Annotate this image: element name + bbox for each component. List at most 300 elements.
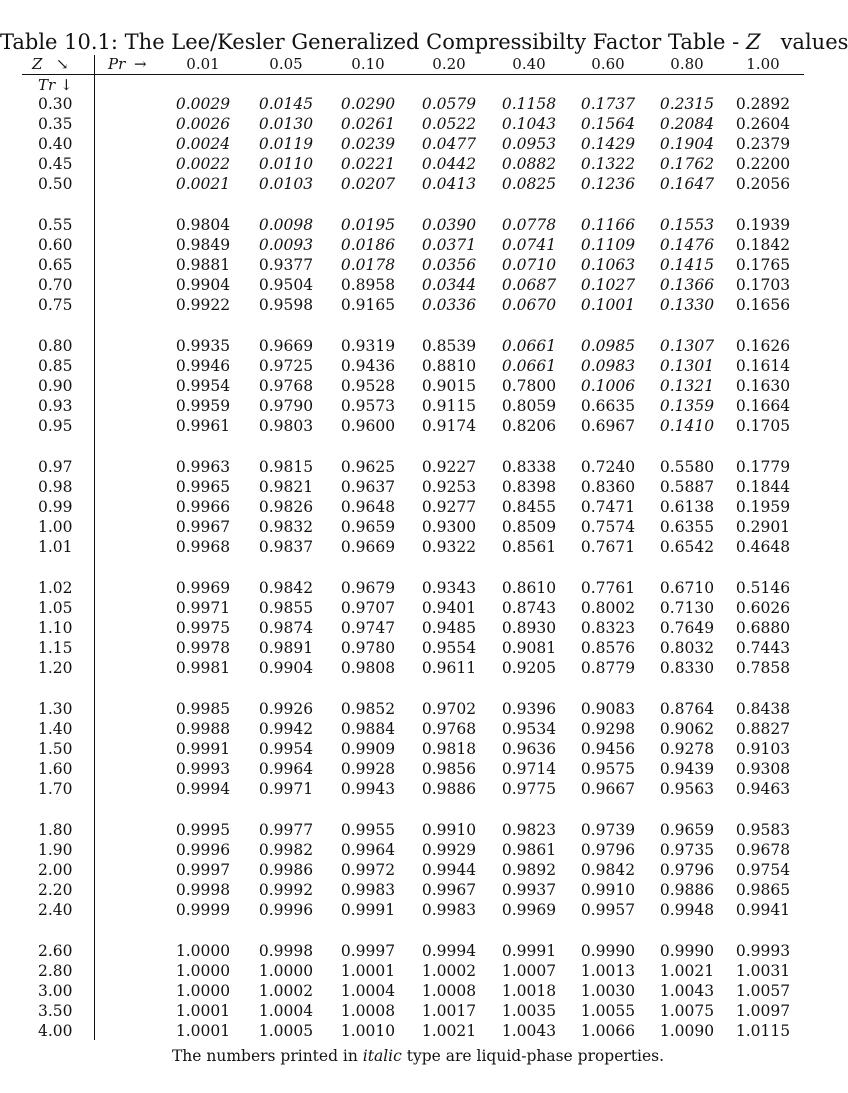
z-value-cell: 1.0031: [735, 961, 791, 980]
tr-value: 1.00: [38, 518, 73, 537]
z-value-cell: 1.0000: [175, 981, 231, 1000]
z-value-cell: 0.8539: [421, 336, 477, 355]
z-value-cell: 0.1366: [659, 276, 715, 295]
row-group: [0, 336, 836, 436]
z-value-cell: 0.0098: [258, 215, 314, 234]
z-value-cell: 0.9725: [258, 357, 314, 376]
z-value-cell: 0.9941: [735, 901, 791, 920]
pressure-header: 0.80: [670, 55, 704, 73]
z-value-cell: 0.9714: [501, 760, 557, 779]
z-value-cell: 1.0115: [735, 1022, 791, 1041]
z-value-cell: 1.0001: [340, 961, 396, 980]
table-row: [0, 961, 836, 981]
z-value-cell: 0.1553: [659, 215, 715, 234]
z-value-cell: 1.0090: [659, 1022, 715, 1041]
z-value-cell: 0.7471: [580, 498, 636, 517]
z-value-cell: 0.9747: [340, 619, 396, 638]
z-value-cell: 0.9436: [340, 357, 396, 376]
tr-value: 0.70: [38, 276, 73, 295]
table-row: [0, 235, 836, 255]
z-value-cell: 0.9991: [501, 941, 557, 960]
z-value-cell: 1.0008: [340, 1002, 396, 1021]
z-value-cell: 0.9062: [659, 719, 715, 738]
z-value-cell: 1.0043: [659, 981, 715, 1000]
z-value-cell: 0.9598: [258, 296, 314, 315]
z-value-cell: 0.7240: [580, 457, 636, 476]
z-value-cell: 0.0741: [501, 236, 557, 255]
z-value-cell: 0.9922: [175, 296, 231, 315]
z-value-cell: 0.9935: [175, 336, 231, 355]
z-value-cell: 0.7574: [580, 518, 636, 537]
z-value-cell: 1.0018: [501, 981, 557, 1000]
z-value-cell: 0.0687: [501, 276, 557, 295]
z-value-cell: 0.9504: [258, 276, 314, 295]
z-value-cell: 0.8455: [501, 498, 557, 517]
z-value-cell: 0.0130: [258, 115, 314, 134]
z-value-cell: 0.9988: [175, 719, 231, 738]
tr-value: 0.60: [38, 236, 73, 255]
z-value-cell: 0.9277: [421, 498, 477, 517]
z-value-cell: 0.9892: [501, 861, 557, 879]
z-value-cell: 0.9015: [421, 377, 477, 396]
z-value-cell: 0.9977: [258, 820, 314, 839]
z-value-cell: 0.1001: [580, 296, 636, 315]
z-value-cell: 0.2892: [735, 95, 791, 113]
table-row: [0, 598, 836, 618]
table-row: [0, 416, 836, 436]
z-value-cell: 0.1842: [735, 236, 791, 255]
right-arrow-icon: →: [134, 55, 147, 73]
z-value-cell: 0.5146: [735, 578, 791, 597]
z-value-cell: 0.9959: [175, 397, 231, 416]
tr-value: 1.15: [38, 639, 73, 658]
tr-value: 1.02: [38, 578, 73, 597]
z-value-cell: 0.9946: [175, 357, 231, 376]
z-value-cell: 1.0021: [659, 961, 715, 980]
z-value-cell: 0.7800: [501, 377, 557, 396]
z-value-cell: 0.8032: [659, 639, 715, 658]
table-row: [0, 699, 836, 719]
z-value-cell: 0.1006: [580, 377, 636, 396]
z-value-cell: 0.9993: [735, 941, 791, 960]
z-value-cell: 0.9861: [501, 840, 557, 859]
z-value-cell: 1.0002: [258, 981, 314, 1000]
table-row: [0, 94, 836, 114]
z-value-cell: 0.9735: [659, 840, 715, 859]
tr-value: 1.30: [38, 699, 73, 718]
tr-value: 1.90: [38, 840, 73, 859]
z-value-cell: 0.9808: [340, 659, 396, 678]
z-value-cell: 0.0145: [258, 95, 314, 113]
tr-value: 4.00: [38, 1022, 73, 1041]
z-value-cell: 0.9463: [735, 780, 791, 799]
z-value-cell: 0.9975: [175, 619, 231, 638]
table-row: [0, 497, 836, 517]
z-value-cell: 1.0043: [501, 1022, 557, 1041]
table-row: [0, 860, 836, 880]
z-value-cell: 1.0004: [340, 981, 396, 1000]
table-row: [0, 517, 836, 537]
z-value-cell: 0.9528: [340, 377, 396, 396]
z-value-cell: 0.9796: [659, 861, 715, 879]
pressure-header: 0.10: [351, 55, 385, 73]
pressure-header: 0.40: [512, 55, 546, 73]
z-value-cell: 0.8398: [501, 478, 557, 496]
z-value-cell: 0.0221: [340, 155, 396, 174]
z-value-cell: 0.1959: [735, 498, 791, 517]
z-value-cell: 0.9278: [659, 740, 715, 759]
z-value-cell: 1.0004: [258, 1002, 314, 1021]
z-value-cell: 0.2084: [659, 115, 715, 134]
title-symbol: Z: [745, 30, 761, 54]
z-value-cell: 0.1109: [580, 236, 636, 255]
z-value-cell: 0.1647: [659, 175, 715, 194]
z-value-cell: 0.2604: [735, 115, 791, 134]
z-value-cell: 0.9804: [175, 215, 231, 234]
table-row: [0, 376, 836, 396]
pressure-header: 0.20: [432, 55, 466, 73]
tr-value: 2.40: [38, 901, 73, 920]
table-row: [0, 719, 836, 739]
z-value-cell: 0.8323: [580, 619, 636, 638]
z-value-cell: 0.2901: [735, 518, 791, 537]
row-group: [0, 699, 836, 799]
z-value-cell: 0.1307: [659, 336, 715, 355]
z-value-cell: 0.1321: [659, 377, 715, 396]
z-value-cell: 1.0057: [735, 981, 791, 1000]
z-value-cell: 0.9929: [421, 840, 477, 859]
z-value-cell: 0.9997: [175, 861, 231, 879]
z-value-cell: 0.8764: [659, 699, 715, 718]
pressure-header: 0.01: [186, 55, 220, 73]
z-value-cell: 0.9910: [421, 820, 477, 839]
z-value-cell: 0.1779: [735, 457, 791, 476]
column-header-row: [0, 55, 836, 75]
row-group: [0, 578, 836, 678]
z-value-cell: 0.1322: [580, 155, 636, 174]
z-value-cell: 0.0336: [421, 296, 477, 315]
z-value-cell: 0.9780: [340, 639, 396, 658]
z-value-cell: 0.1330: [659, 296, 715, 315]
z-value-cell: 0.1415: [659, 256, 715, 275]
z-value-cell: 0.1410: [659, 417, 715, 436]
z-value-cell: 0.9978: [175, 639, 231, 658]
z-value-cell: 0.9964: [258, 760, 314, 779]
table-row: [0, 174, 836, 194]
z-value-cell: 0.9997: [340, 941, 396, 960]
table-row: [0, 820, 836, 840]
z-value-cell: 0.1614: [735, 357, 791, 376]
z-value-cell: 0.8206: [501, 417, 557, 436]
z-value-cell: 0.9322: [421, 538, 477, 557]
table-row: [0, 658, 836, 678]
z-value-cell: 0.8810: [421, 357, 477, 376]
z-value-cell: 0.9678: [735, 840, 791, 859]
z-value-cell: 0.0390: [421, 215, 477, 234]
z-value-cell: 0.9884: [340, 719, 396, 738]
z-value-cell: 0.9990: [659, 941, 715, 960]
z-value-cell: 0.7649: [659, 619, 715, 638]
table-row: [0, 981, 836, 1001]
z-value-cell: 0.9611: [421, 659, 477, 678]
z-value-cell: 0.9998: [175, 881, 231, 900]
z-value-cell: 0.9377: [258, 256, 314, 275]
z-value-cell: 0.9534: [501, 719, 557, 738]
z-value-cell: 0.9205: [501, 659, 557, 678]
z-value-cell: 0.9983: [340, 881, 396, 900]
tr-value: 0.95: [38, 417, 73, 436]
z-value-cell: 0.7761: [580, 578, 636, 597]
z-value-cell: 0.9993: [175, 760, 231, 779]
table-row: [0, 154, 836, 174]
z-value-cell: 0.9985: [175, 699, 231, 718]
tr-value: 0.65: [38, 256, 73, 275]
z-value-cell: 0.9669: [258, 336, 314, 355]
z-value-cell: 0.9994: [175, 780, 231, 799]
z-value-cell: 0.0661: [501, 336, 557, 355]
z-value-cell: 0.9803: [258, 417, 314, 436]
z-value-cell: 0.9554: [421, 639, 477, 658]
pressure-header: 0.05: [269, 55, 303, 73]
row-group: [0, 820, 836, 920]
z-value-cell: 0.0442: [421, 155, 477, 174]
z-value-cell: 0.0710: [501, 256, 557, 275]
z-value-cell: 1.0017: [421, 1002, 477, 1021]
z-value-cell: 0.9227: [421, 457, 477, 476]
z-value-cell: 0.0119: [258, 135, 314, 154]
z-value-cell: 0.9886: [421, 780, 477, 799]
z-value-cell: 1.0035: [501, 1002, 557, 1021]
z-value-cell: 0.9600: [340, 417, 396, 436]
table-row: [0, 1001, 836, 1021]
z-value-cell: 0.9298: [580, 719, 636, 738]
table-row: [0, 396, 836, 416]
table-row: [0, 255, 836, 275]
z-value-cell: 0.9790: [258, 397, 314, 416]
z-value-cell: 0.1656: [735, 296, 791, 315]
z-value-cell: 0.9343: [421, 578, 477, 597]
z-value-cell: 0.9881: [175, 256, 231, 275]
z-value-cell: 1.0000: [175, 941, 231, 960]
z-value-cell: 0.1043: [501, 115, 557, 134]
tr-value: 0.90: [38, 377, 73, 396]
table-row: [0, 638, 836, 658]
tr-value: 1.70: [38, 780, 73, 799]
z-value-cell: 0.9954: [175, 377, 231, 396]
table-title: Table 10.1: The Lee/Kesler Generalized Compressibilty Factor Table - Z values: [0, 30, 848, 54]
z-value-cell: 0.9775: [501, 780, 557, 799]
table-row: [0, 941, 836, 961]
pr-label: Pr: [108, 55, 126, 73]
z-value-cell: 0.8827: [735, 719, 791, 738]
table-row: [0, 215, 836, 235]
z-value-cell: 0.9832: [258, 518, 314, 537]
z-value-cell: 0.7671: [580, 538, 636, 557]
z-value-cell: 0.1301: [659, 357, 715, 376]
z-value-cell: 0.1158: [501, 95, 557, 113]
z-value-cell: 1.0021: [421, 1022, 477, 1041]
z-value-cell: 0.9849: [175, 236, 231, 255]
table-row: [0, 134, 836, 154]
z-value-cell: 0.9636: [501, 740, 557, 759]
table-row: [0, 840, 836, 860]
z-value-cell: 0.1762: [659, 155, 715, 174]
z-value-cell: 0.2200: [735, 155, 791, 174]
z-value-cell: 0.0207: [340, 175, 396, 194]
z-value-cell: 0.0778: [501, 215, 557, 234]
z-label: Z: [32, 55, 43, 73]
z-value-cell: 0.9874: [258, 619, 314, 638]
z-value-cell: 0.1476: [659, 236, 715, 255]
z-value-cell: 0.9928: [340, 760, 396, 779]
z-value-cell: 0.0985: [580, 336, 636, 355]
z-value-cell: 0.8561: [501, 538, 557, 557]
z-value-cell: 0.1705: [735, 417, 791, 436]
z-value-cell: 0.9485: [421, 619, 477, 638]
z-value-cell: 0.1765: [735, 256, 791, 275]
z-value-cell: 0.9300: [421, 518, 477, 537]
tr-value: 2.20: [38, 881, 73, 900]
tr-value: 3.00: [38, 981, 73, 1000]
z-value-cell: 0.8360: [580, 478, 636, 496]
z-value-cell: 0.1166: [580, 215, 636, 234]
row-group: [0, 457, 836, 557]
z-value-cell: 0.1626: [735, 336, 791, 355]
z-value-cell: 0.9969: [501, 901, 557, 920]
table-row: [0, 618, 836, 638]
z-value-cell: 1.0005: [258, 1022, 314, 1041]
tr-value: 2.00: [38, 861, 73, 879]
z-value-cell: 0.9904: [258, 659, 314, 678]
tr-value: 0.75: [38, 296, 73, 315]
z-value-cell: 0.0413: [421, 175, 477, 194]
z-value-cell: 0.9583: [735, 820, 791, 839]
z-value-cell: 0.0026: [175, 115, 231, 134]
z-value-cell: 0.1939: [735, 215, 791, 234]
z-value-cell: 0.9818: [421, 740, 477, 759]
z-value-cell: 0.9401: [421, 598, 477, 617]
z-value-cell: 0.0290: [340, 95, 396, 113]
z-value-cell: 0.6138: [659, 498, 715, 517]
z-value-cell: 0.8002: [580, 598, 636, 617]
z-value-cell: 0.9253: [421, 478, 477, 496]
z-value-cell: 0.9937: [501, 881, 557, 900]
z-value-cell: 0.9396: [501, 699, 557, 718]
z-value-cell: 0.0670: [501, 296, 557, 315]
table-row: [0, 759, 836, 779]
z-value-cell: 0.9967: [421, 881, 477, 900]
table-row: [0, 336, 836, 356]
table-row: [0, 880, 836, 900]
z-value-cell: 0.9308: [735, 760, 791, 779]
z-value-cell: 1.0008: [421, 981, 477, 1000]
z-value-cell: 0.9992: [258, 881, 314, 900]
z-value-cell: 1.0000: [258, 961, 314, 980]
z-value-cell: 0.9990: [580, 941, 636, 960]
z-value-cell: 0.9926: [258, 699, 314, 718]
z-value-cell: 0.0178: [340, 256, 396, 275]
tr-value: 0.45: [38, 155, 73, 174]
z-value-cell: 0.5887: [659, 478, 715, 496]
z-value-cell: 0.0825: [501, 175, 557, 194]
z-value-cell: 0.9659: [659, 820, 715, 839]
z-value-cell: 0.0522: [421, 115, 477, 134]
z-value-cell: 0.9983: [421, 901, 477, 920]
tr-value: 0.80: [38, 336, 73, 355]
z-value-cell: 0.9969: [175, 578, 231, 597]
z-value-cell: 0.9659: [340, 518, 396, 537]
tr-value: 0.35: [38, 115, 73, 134]
z-value-cell: 0.0021: [175, 175, 231, 194]
z-value-cell: 0.6026: [735, 598, 791, 617]
z-value-cell: 0.1904: [659, 135, 715, 154]
tr-value: 1.50: [38, 740, 73, 759]
z-value-cell: 0.9891: [258, 639, 314, 658]
z-value-cell: 0.0882: [501, 155, 557, 174]
z-value-cell: 0.1027: [580, 276, 636, 295]
z-value-cell: 0.0024: [175, 135, 231, 154]
z-value-cell: 0.9991: [175, 740, 231, 759]
z-value-cell: 0.9996: [175, 840, 231, 859]
z-value-cell: 0.0093: [258, 236, 314, 255]
z-value-cell: 0.9963: [175, 457, 231, 476]
z-value-cell: 0.9702: [421, 699, 477, 718]
z-value-cell: 0.6542: [659, 538, 715, 557]
z-value-cell: 0.9821: [258, 478, 314, 496]
z-value-cell: 0.0103: [258, 175, 314, 194]
z-value-cell: 0.9994: [421, 941, 477, 960]
table-row: [0, 295, 836, 315]
z-value-cell: 0.9823: [501, 820, 557, 839]
z-value-cell: 0.0029: [175, 95, 231, 113]
z-value-cell: 0.9964: [340, 840, 396, 859]
z-value-cell: 0.9837: [258, 538, 314, 557]
z-value-cell: 0.8438: [735, 699, 791, 718]
z-value-cell: 0.9942: [258, 719, 314, 738]
z-value-cell: 1.0010: [340, 1022, 396, 1041]
z-value-cell: 0.1664: [735, 397, 791, 416]
z-value-cell: 0.0356: [421, 256, 477, 275]
z-value-cell: 0.0983: [580, 357, 636, 376]
z-value-cell: 0.9961: [175, 417, 231, 436]
tr-value: 0.40: [38, 135, 73, 154]
row-group: [0, 94, 836, 194]
z-value-cell: 0.9996: [258, 901, 314, 920]
z-value-cell: 0.9707: [340, 598, 396, 617]
z-value-cell: 0.9754: [735, 861, 791, 879]
z-value-cell: 1.0007: [501, 961, 557, 980]
header-rule: [22, 74, 804, 75]
z-value-cell: 0.9319: [340, 336, 396, 355]
tr-value: 1.60: [38, 760, 73, 779]
z-value-cell: 0.9955: [340, 820, 396, 839]
tr-value: 0.50: [38, 175, 73, 194]
z-value-cell: 0.9563: [659, 780, 715, 799]
z-value-cell: 0.0953: [501, 135, 557, 154]
z-value-cell: 0.9842: [258, 578, 314, 597]
z-value-cell: 0.9439: [659, 760, 715, 779]
z-value-cell: 1.0000: [175, 961, 231, 980]
z-value-cell: 0.6967: [580, 417, 636, 436]
z-value-cell: 0.9865: [735, 881, 791, 900]
z-value-cell: 0.9768: [421, 719, 477, 738]
table-row: [0, 900, 836, 920]
z-value-cell: 0.9904: [175, 276, 231, 295]
z-value-cell: 0.9174: [421, 417, 477, 436]
table-row: [0, 537, 836, 557]
row-group: [0, 941, 836, 1041]
z-value-cell: 0.6355: [659, 518, 715, 537]
